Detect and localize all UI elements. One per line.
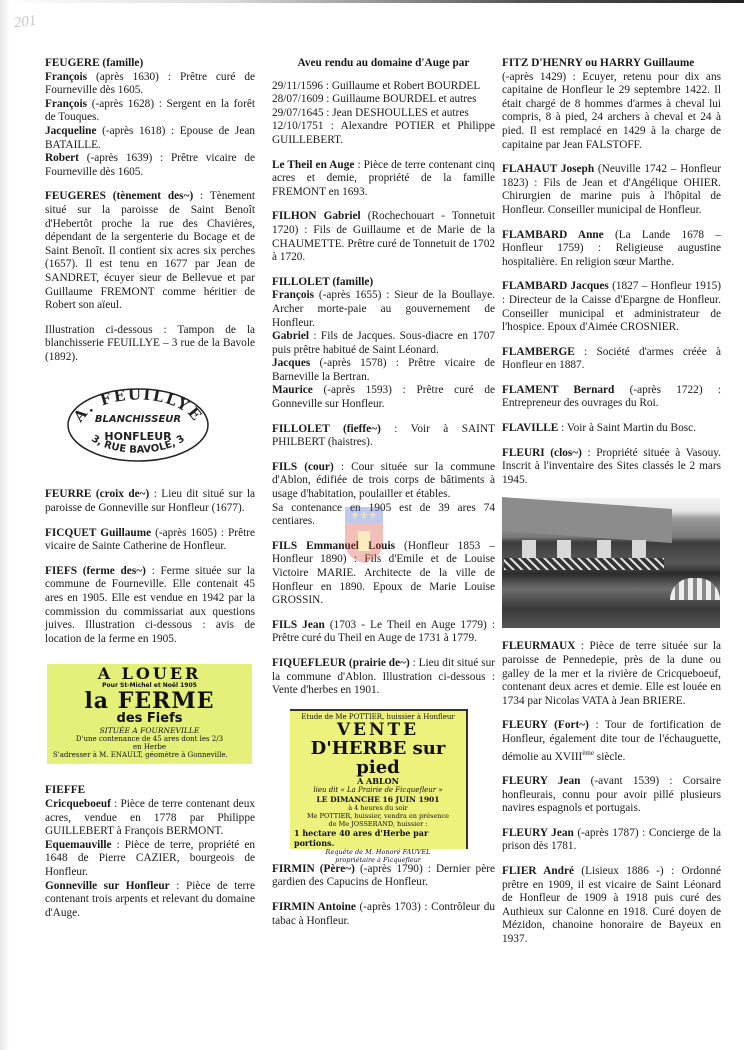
entry-text: (-après 1605) : Prêtre vicaire de Sainte Catherine de Honfleur. (45, 526, 255, 553)
aveu-line: 29/11/1596 : Guillaume et Robert BOURDEL (272, 79, 481, 92)
entry-subitem: François (-après 1655) : Sieur de la Boullaye. Archer morte-paie au gouvernement de Honfleur. (272, 289, 495, 329)
entry-title: FITZ D'HENRY ou HARRY Guillaume (502, 57, 695, 69)
entry-text: (-après 1787) : Concierge de la prison dès 1781. (502, 826, 721, 853)
entry-fiefs (45, 565, 255, 647)
entry-title: FLEURY Jean (502, 774, 581, 787)
entry-text: : Pièce de terre située sur la paroisse de Pennedepie, près de la dune ou galley de la mer et la rivière de Cricqueboeuf, contenant deux acres et demie. Elle est louée en 1734 par Nicolas VATA à Jean BRIERE. (502, 640, 721, 707)
entry-text: : Lieu dit situé sur la paroisse de Gonneville sur Honfleur (1677). (45, 488, 255, 515)
entry-flaville (502, 422, 721, 436)
entry-text: Sa contenance en 1905 est de 39 ares 74 centiares. (272, 501, 495, 528)
scan-left-shadow (0, 0, 10, 1050)
illustration-caption: Illustration ci-dessous : Tampon de la blanchisserie FEUILLYE – 3 rue de la Bavole (1892). (45, 323, 255, 363)
entry-title: FILHON Gabriel (272, 210, 361, 223)
entry-title: FICQUET Guillaume (45, 526, 152, 539)
entry-subitem: Jacques (-après 1578) : Prêtre vicaire de Barneville la Bertran. (272, 357, 495, 383)
entry-text: (Honfleur 1853 – Honfleur 1890) : Fils d'Emile et de Louise Victoire MARIE. Architecte de la ville de Honfleur en 1890. Epoux de Marie Louise GROSSIN. (272, 539, 495, 607)
entry-fitz (502, 57, 721, 152)
entry-text: (-après 1790) : Dernier père gardien des Capucins de Honfleur. (272, 862, 495, 889)
entry-fleurmaux (502, 640, 721, 708)
entry-text: : Lieu dit situé sur la commune d'Ablon. Illustration ci-dessous : Vente d'herbes en 1901. (272, 656, 495, 697)
entry-feugere-famille (45, 57, 255, 179)
entry-title: FLAMENT Bernard (502, 383, 615, 396)
entry-title: FLAMBERGE (502, 345, 575, 358)
rental-notice-image: A LOUER Pour St-Michel et Noël 1905 la FERME des Fiefs SITUÉE A FOURNEVILLE D'une contenance de 45 ares dont les 2/3 en Herbe S'adresser à M. ENAULT, géomètre à Gonneville. (47, 664, 252, 764)
entry-text: (Rochechouart - Tonnetuit 1720) : Fils de Guillaume et de Marie de la CHAUMETTE. Prêtre curé de Tonnetuit de 1702 à 1720. (272, 210, 495, 264)
entry-fleury-fort: FLEURY (Fort~) : Tour de fortification de Honfleur, également dite tour de l'échauguette, démolie au XVIIIème siècle. (502, 719, 721, 763)
entry-text: : Société d'armes créée à Honfleur en 1887. (502, 345, 721, 372)
coat-of-arms-watermark-icon (343, 505, 385, 565)
column-middle (272, 57, 495, 939)
entry-flament (502, 384, 721, 411)
entry-flambard-jacques (502, 280, 721, 334)
entry-fleuri (502, 447, 721, 488)
entry-flamberge (502, 346, 721, 373)
entry-title: FLAMBARD Jacques (502, 280, 609, 293)
entry-title: FIEFS (ferme des~) (45, 564, 146, 577)
section-heading: Aveu rendu au domaine d'Auge par (297, 57, 470, 69)
entry-text: : Propriété située à Vasouy. Inscrit à l'inventaire des Sites classés le 2 mars 1945. (502, 446, 721, 486)
entry-text: (-après 1703) : Contrôleur du tabac à Honfleur. (272, 900, 495, 927)
entry-title: FEURRE (croix de~) (45, 488, 150, 501)
entry-text: (Lisieux 1886 -) : Ordonné prêtre en 1909, il est vicaire de Saint Léonard de Honfleur de 1909 à 1918 puis curé des Authieux sur Calonne en 1918. Curé doyen de Mézidon, chanoine honoraire de Bayeux en 1937. (502, 864, 721, 945)
aveu-line: 12/10/1751 : Alexandre POTIER et Philippe GUILLEBERT. (272, 120, 495, 146)
entry-title: FLEURMAUX (502, 640, 576, 653)
entry-text: (Neuville 1742 – Honfleur 1823) : Fils de Jean et d'Angélique OHIER. Chirurgien de marine puis à l'hôpital de Honfleur. Conseiller municipal de Honfleur. (502, 163, 721, 216)
entry-title: FLEURY Jean (502, 826, 574, 839)
entry-subitem: François (après 1630) : Prêtre curé de Fourneville dès 1605. (45, 70, 255, 97)
entry-fleury-jean-concierge (502, 827, 721, 854)
entry-text: (1827 – Honfleur 1915) : Directeur de la Caisse d'Epargne de Honfleur. Conseiller municipal et administrateur de l'hospice. Epoux d'Aimée CROSNIER. (502, 280, 721, 334)
entry-fillolet-famille (272, 276, 495, 412)
svg-text:BLANCHISSEUR: BLANCHISSEUR (94, 414, 182, 426)
entry-subitem: Robert (-après 1639) : Prêtre vicaire de Fourneville dès 1605. (45, 152, 255, 178)
aveu-line: 29/07/1645 : Jean DESHOULLES et autres (272, 106, 469, 119)
entry-text: : Tour de fortification de Honfleur, également dite tour de l'échauguette, démolie au XVIII (502, 719, 721, 763)
stamp-icon (63, 384, 213, 466)
entry-title: FEUGERES (tènement des~) (45, 190, 194, 203)
entry-title: FLAHAUT Joseph (502, 163, 595, 176)
entry-text: (La Lande 1678 – Honfleur 1759) : Religieuse augustine hospitalière. En religion sœur Marthe. (502, 228, 721, 268)
entry-flambard-anne (502, 229, 721, 270)
svg-text:3, RUE BAVOLE, 3: 3, RUE BAVOLE, 3 (89, 433, 187, 457)
entry-text: (1703 - Le Theil en Auge 1779) : Prêtre curé du Theil en Auge de 1731 à 1779. (272, 618, 495, 645)
entry-filhon (272, 210, 495, 264)
entry-text: : Voir à SAINT PHILBERT (haistres). (272, 422, 496, 449)
entry-subitem: Gonneville sur Honfleur : Pièce de terre contenant trois arpents et relevant du domaine d'Auge. (45, 879, 255, 919)
entry-aveu (272, 57, 495, 148)
entry-title: FIEFFE (45, 784, 86, 797)
entry-title: FLAMBARD Anne (502, 228, 604, 241)
entry-feugeres (45, 190, 255, 312)
grass-sale-notice-image: Etude de Me POTTIER, huissier à Honfleur VENTE D'HERBE sur pied A ABLON lieu dit « La Prairie de Ficquefleur » LE DIMANCHE 16 JUIN 1901 à 4 heures du soir Me POTTIER, huissier, vendra en présence de Me JOSSERAND, huissier : 1 hectare 40 ares d'Herbe par portions. Requête de M. Honoré FAUVEL propriétaire à Ficquefleur (290, 709, 468, 849)
entry-title: FEUGERE (famille) (45, 57, 144, 69)
entry-firmin-pere (272, 863, 495, 890)
entry-title: FILS Emmanuel Louis (272, 539, 395, 552)
entry-fiquefleur (272, 657, 495, 698)
svg-text:A. FEUILLYE: A. FEUILLYE (69, 385, 207, 426)
entry-fils-jean (272, 619, 495, 646)
entry-text: : Tènement situé sur la paroisse de Saint Benoît d'Hebertôt proche la rue des Chavières, dépendant de la sergenterie du Bocage et de Saint Benoît. Il contient six acres six perches (1657). Il est tenu en 1677 par Jean de SANDRET, écuyer sieur de Bellevue et par Guillaume FREMONT comme héritier de Robert son aïeul. (45, 190, 255, 312)
entry-title: FIRMIN Antoine (272, 900, 356, 913)
entry-subitem: François (-après 1628) : Sergent en la forêt de Touques. (45, 97, 255, 124)
entry-text: (-après 1722) : Entrepreneur des ouvrages du Roi. (502, 383, 721, 410)
entry-title: FLAVILLE (502, 422, 559, 435)
svg-text:HONFLEUR: HONFLEUR (104, 430, 172, 444)
clos-fleuri-photo (502, 498, 720, 628)
entry-title: FLEURY (Fort~) (502, 719, 589, 732)
svg-text:⚜⚜⚜: ⚜⚜⚜ (350, 511, 378, 522)
entry-title: FIRMIN (Père~) (272, 862, 355, 875)
entry-firmin-antoine (272, 901, 495, 928)
entry-fleury-jean-corsaire (502, 775, 721, 816)
entry-text: : Cour située sur la commune d'Ablon, édifiée de trois corps de bâtiments à usage d'habitation, poulailler et étables. (272, 460, 495, 501)
column-left (45, 57, 255, 931)
entry-ficquet (45, 527, 255, 554)
handwritten-page-number: 201 (12, 12, 38, 32)
entry-title: FILLOLET (famille) (272, 275, 374, 288)
entry-title: Le Theil en Auge (272, 158, 355, 171)
entry-subitem: Cricqueboeuf : Pièce de terre contenant deux acres, vendue en 1778 par Philippe GUILLEBERT à François BERMONT. (45, 798, 255, 838)
entry-text: (-après 1429) : Ecuyer, retenu pour dix ans capitaine de Honfleur le 29 septembre 1422. Il était chargé de 8 hommes d'armes à cheval lui compris, 8 à pied, 24 archers à cheval et 24 à pied. Il est remplacé en 1429 à la charge de capitaine par Jean FALSTOFF. (502, 70, 721, 151)
entry-text: : Voir à Saint Martin du Bosc. (558, 422, 696, 435)
entry-subitem: Maurice (-après 1593) : Prêtre curé de Gonneville sur Honfleur. (272, 384, 495, 411)
entry-text: : Pièce de terre contenant cinq acres et demie, propriété de la famille FREMONT en 1693. (272, 158, 495, 198)
entry-feurre (45, 488, 255, 515)
entry-title: FILLOLET (fieffe~) (272, 422, 381, 435)
laundry-stamp-image (63, 384, 213, 466)
scan-top-edge (0, 0, 744, 3)
entry-text: (-avant 1539) : Corsaire honfleurais, connu pour avoir pillé plusieurs navires espagnols et portugais. (502, 774, 721, 815)
entry-title: FIQUEFLEUR (prairie de~) (272, 656, 410, 669)
aveu-line: 28/07/1609 : Guillaume BOURDEL et autres (272, 93, 477, 106)
entry-title: FILS Jean (272, 618, 325, 631)
entry-fillolet-fieffe (272, 423, 495, 450)
entry-subitem: Gabriel : Fils de Jacques. Sous-diacre en 1707 puis prêtre habitué de Saint Léonard. (272, 330, 495, 356)
entry-fieffe (45, 784, 255, 920)
entry-flahaut (502, 163, 721, 217)
column-right (502, 57, 721, 957)
entry-title: FLEURI (clos~) (502, 446, 582, 459)
entry-theil (272, 159, 495, 200)
entry-text: : Ferme située sur la commune de Fourneville. Elle contenait 45 ares en 1905. Elle est vendue en 1942 par la commission du commissariat aux questions juives. Illustration ci-dessous : avis de location de la ferme en 1905. (45, 564, 255, 645)
entry-subitem: Equemauville : Pièce de terre, propriété en 1648 de Pierre CAZIER, bourgeois de Honfleur. (45, 838, 255, 878)
entry-subitem: Jacqueline (-après 1618) : Epouse de Jean BATAILLE. (45, 124, 255, 151)
entry-title: FILS (cour) (272, 460, 334, 473)
entry-title: FLIER André (502, 864, 574, 877)
entry-flier (502, 865, 721, 947)
